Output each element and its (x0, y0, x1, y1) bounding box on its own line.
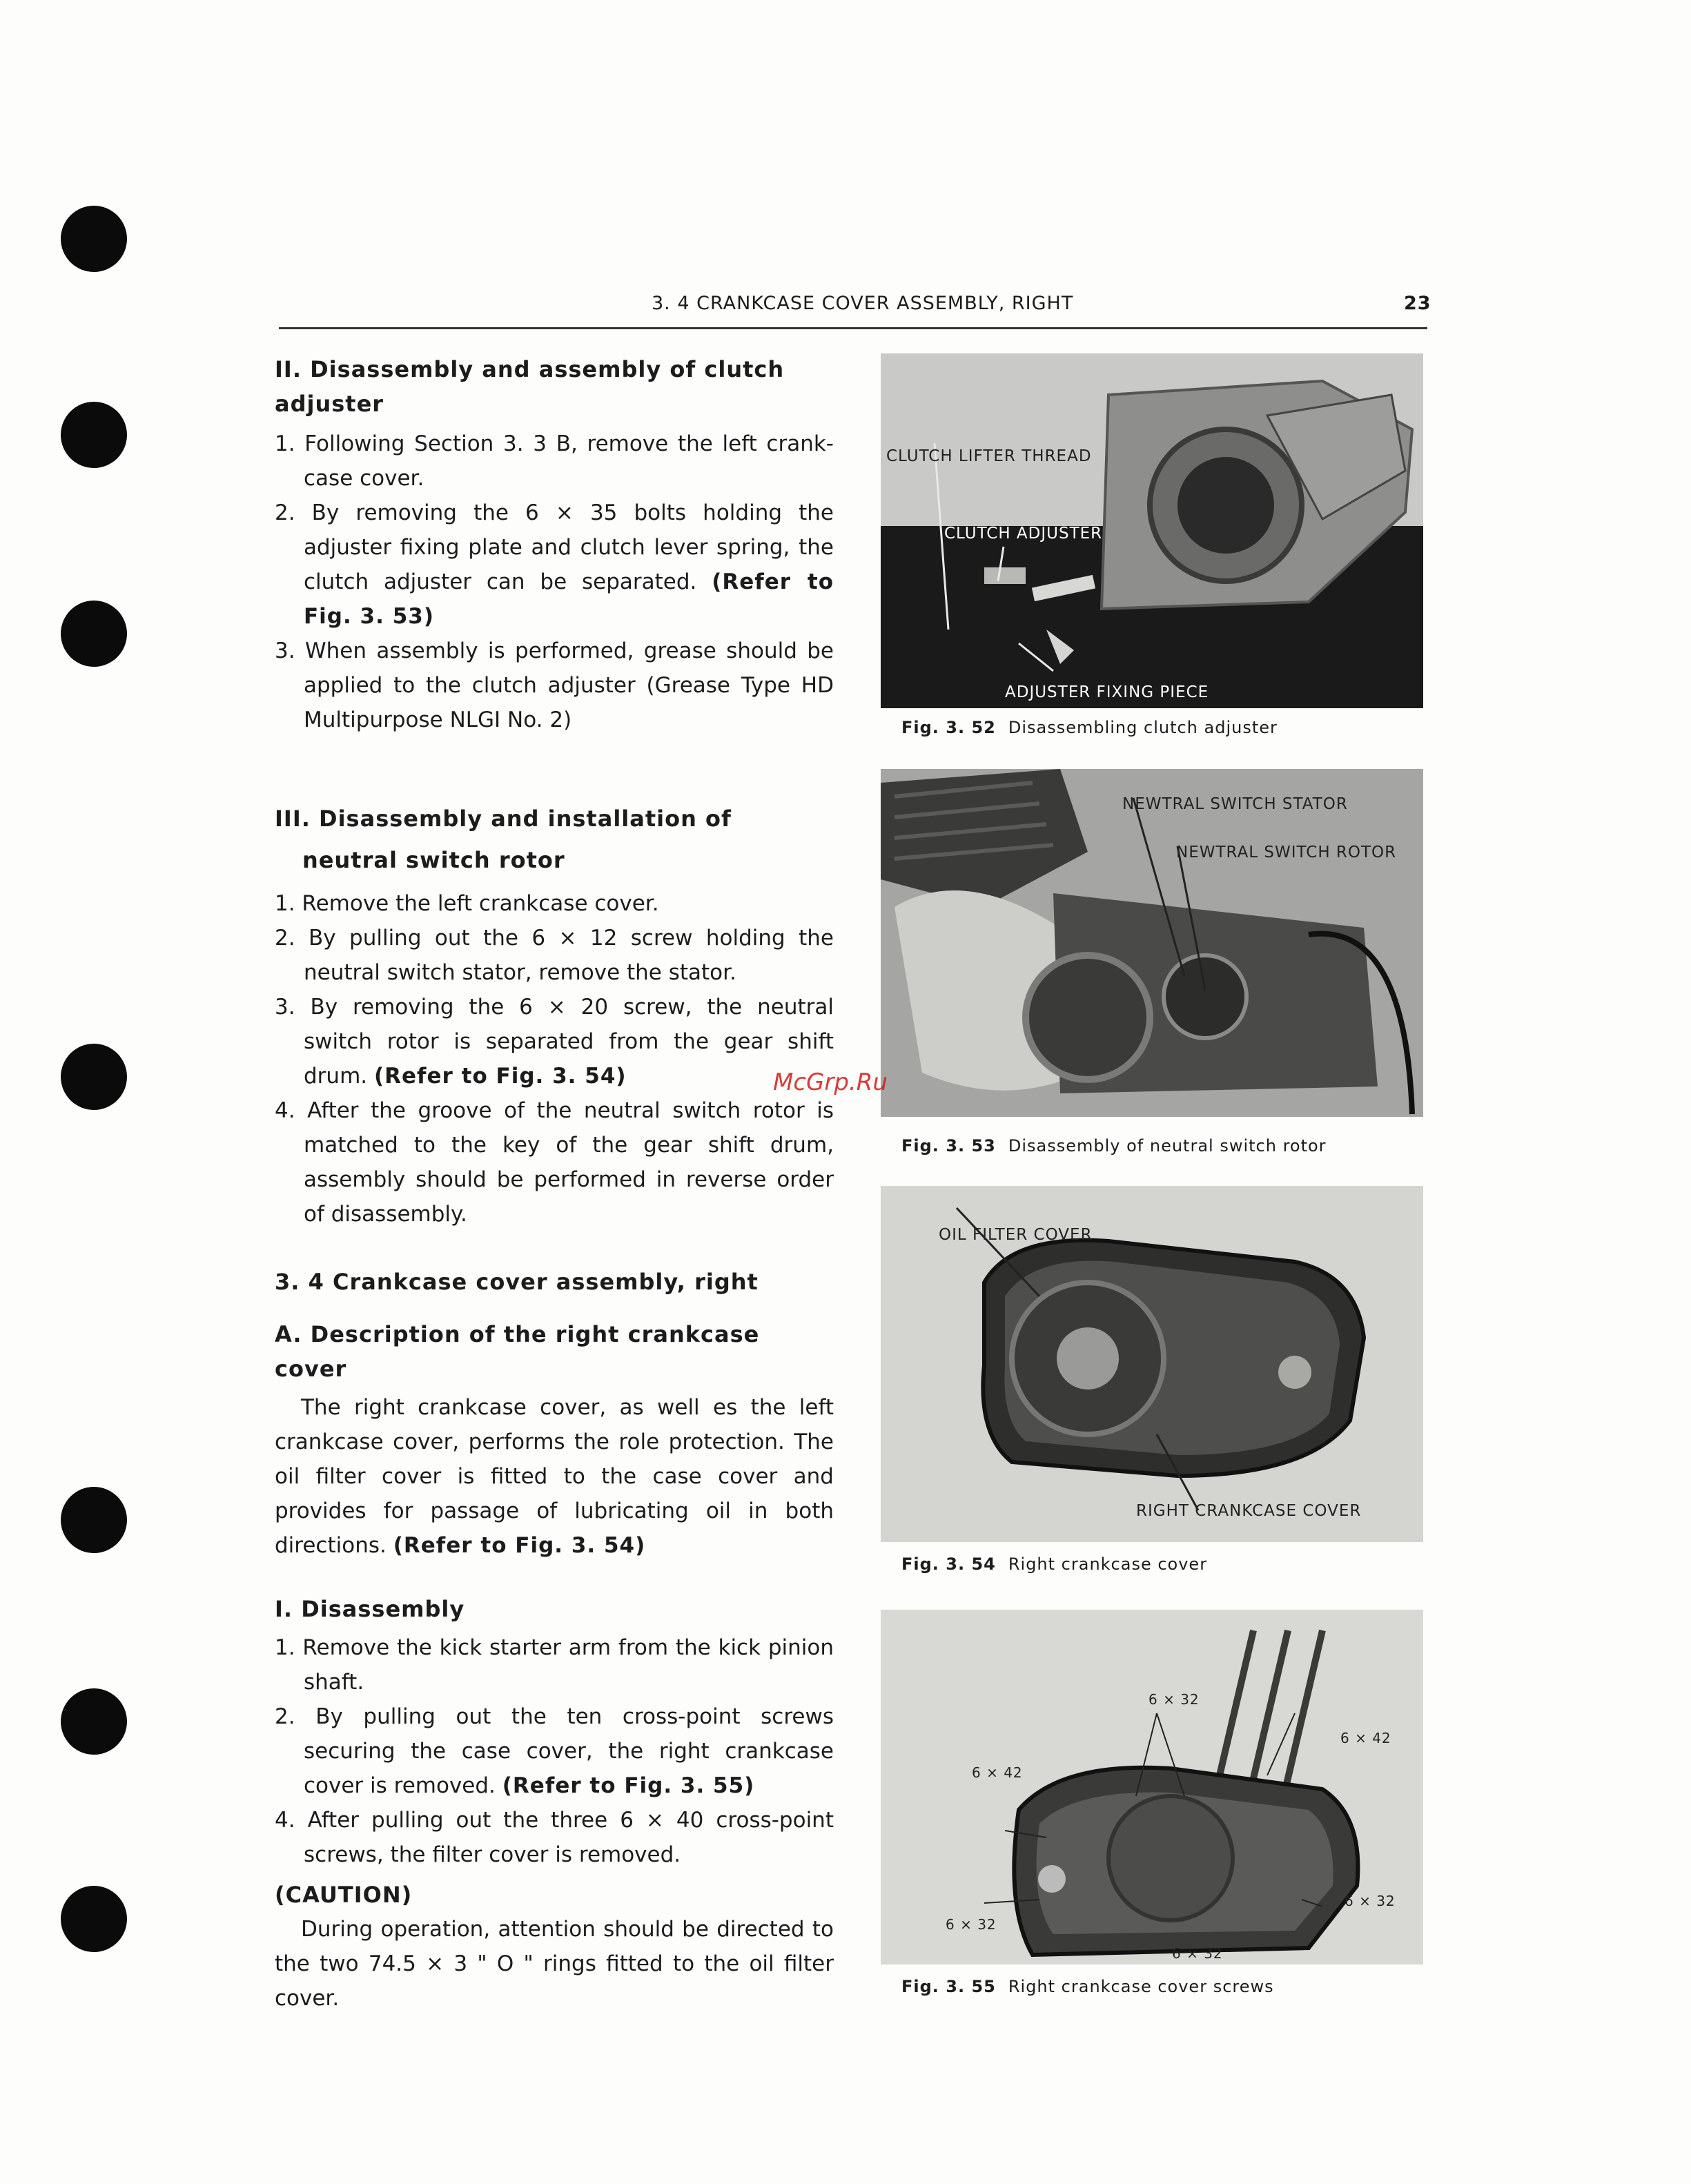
binder-hole (61, 1044, 127, 1110)
figure-label: 6 × 32 (946, 1916, 997, 1933)
figure-label: ADJUSTER FIXING PIECE (1005, 683, 1209, 701)
binder-hole (61, 206, 127, 272)
figure-3-52-photo (881, 353, 1423, 708)
list-item: 4. After pulling out the three 6 × 40 cross-point screws, the filter cover is removed. (275, 1808, 834, 1867)
figure-label: 6 × 42 (972, 1764, 1023, 1781)
figure-label: NEWTRAL SWITCH ROTOR (1176, 844, 1397, 861)
figure-reference: (Refer to Fig. 3. 55) (502, 1773, 755, 1798)
figure-caption: Fig. 3. 52 Disassembling clutch adjuster (901, 718, 1278, 737)
list-item: 4. After the groove of the neutral switch rotor is matched to the key of the gear shift drum, assembly should be performed in reverse order of disassembly. (275, 1098, 834, 1227)
figure-label: RIGHT CRANKCASE COVER (1136, 1502, 1362, 1520)
figure-label: 6 × 32 (1148, 1691, 1200, 1708)
binder-hole (61, 1487, 127, 1553)
figure-label: NEWTRAL SWITCH STATOR (1122, 795, 1348, 813)
figure-label: CLUTCH LIFTER THREAD (886, 447, 1092, 465)
binder-hole (61, 601, 127, 667)
figure-caption: Fig. 3. 54 Right crankcase cover (901, 1554, 1208, 1574)
figure-label: 6 × 32 (1345, 1893, 1396, 1909)
page-number: 23 (1404, 293, 1431, 314)
header-rule (279, 327, 1427, 329)
figure-label: CLUTCH ADJUSTER (944, 525, 1103, 543)
figure-label: 6 × 42 (1340, 1730, 1391, 1746)
figure-reference: (Refer to Fig. 3. 53) (304, 569, 834, 629)
subsection-a-heading: A. Description of the right crankcase cover (275, 1321, 760, 1382)
crankcase-cover-screws-photo (881, 1610, 1423, 1964)
figure-reference: (Refer to Fig. 3. 54) (393, 1533, 646, 1558)
running-header: 3. 4 CRANKCASE COVER ASSEMBLY, RIGHT (652, 293, 1074, 314)
binder-hole (61, 1886, 127, 1952)
figure-caption: Fig. 3. 55 Right crankcase cover screws (901, 1977, 1274, 1996)
figure-3-53-photo (881, 769, 1423, 1117)
section-iii (275, 798, 834, 1231)
section-ii (275, 352, 834, 737)
figure-3-54-photo (881, 1186, 1423, 1542)
watermark: McGrp.Ru (773, 1069, 888, 1096)
figure-reference: (Refer to Fig. 3. 54) (373, 1064, 627, 1089)
neutral-switch-photo (881, 769, 1423, 1117)
section-iii-heading: III. Disassembly and installation of neutral switch rotor (275, 806, 732, 873)
binder-hole (61, 1688, 127, 1755)
list-item: 2. By pulling out the ten cross-point screws securing the case cover, the right crankcase cover is removed. (Refer to Fig. 3. 55) (275, 1704, 834, 1798)
section-ii-heading: II. Disassembly and assembly of clutch adjuster (275, 356, 785, 417)
description-paragraph: The right crankcase cover, as well es the left crankcase cover, performs the role protection. The oil filter cover is fitted to the case cover and provides for passage of lubricating oil in both directions. (Refer to Fig. 3. 54) (275, 1395, 834, 1558)
section-3-4 (275, 1265, 834, 2016)
list-item: 1. Remove the left crankcase cover. (275, 891, 659, 916)
list-item: 2. By removing the 6 × 35 bolts holding the adjuster fixing plate and clutch lever spring, the clutch adjuster can be separated. (Refer to Fig. 3. 53) (275, 500, 834, 629)
list-item: 3. By removing the 6 × 20 screw, the neutral switch rotor is separated from the gear shift drum. (Refer to Fig. 3. 54) (275, 995, 834, 1089)
figure-label: 6 × 32 (1172, 1945, 1223, 1962)
list-item: 1. Following Section 3. 3 B, remove the left crank-case cover. (275, 431, 834, 491)
caution-title: (CAUTION) (275, 1882, 413, 1908)
list-item: 1. Remove the kick starter arm from the kick pinion shaft. (275, 1635, 834, 1695)
list-item: 2. By pulling out the 6 × 12 screw holding the neutral switch stator, remove the stator. (275, 926, 834, 985)
binder-hole (61, 402, 127, 468)
section-3-4-heading: 3. 4 Crankcase cover assembly, right (275, 1269, 759, 1295)
figure-3-55-photo (881, 1610, 1423, 1964)
figure-caption: Fig. 3. 53 Disassembly of neutral switch rotor (901, 1136, 1327, 1156)
figure-label: OIL FILTER COVER (939, 1226, 1093, 1244)
subsection-i-heading: I. Disassembly (275, 1596, 465, 1622)
list-item: 3. When assembly is performed, grease should be applied to the clutch adjuster (Grease Type HD Multipurpose NLGI No. 2) (275, 638, 834, 732)
caution-text: During operation, attention should be directed to the two 74.5 × 3 " O " rings fitted to the oil filter cover. (275, 1917, 834, 2011)
